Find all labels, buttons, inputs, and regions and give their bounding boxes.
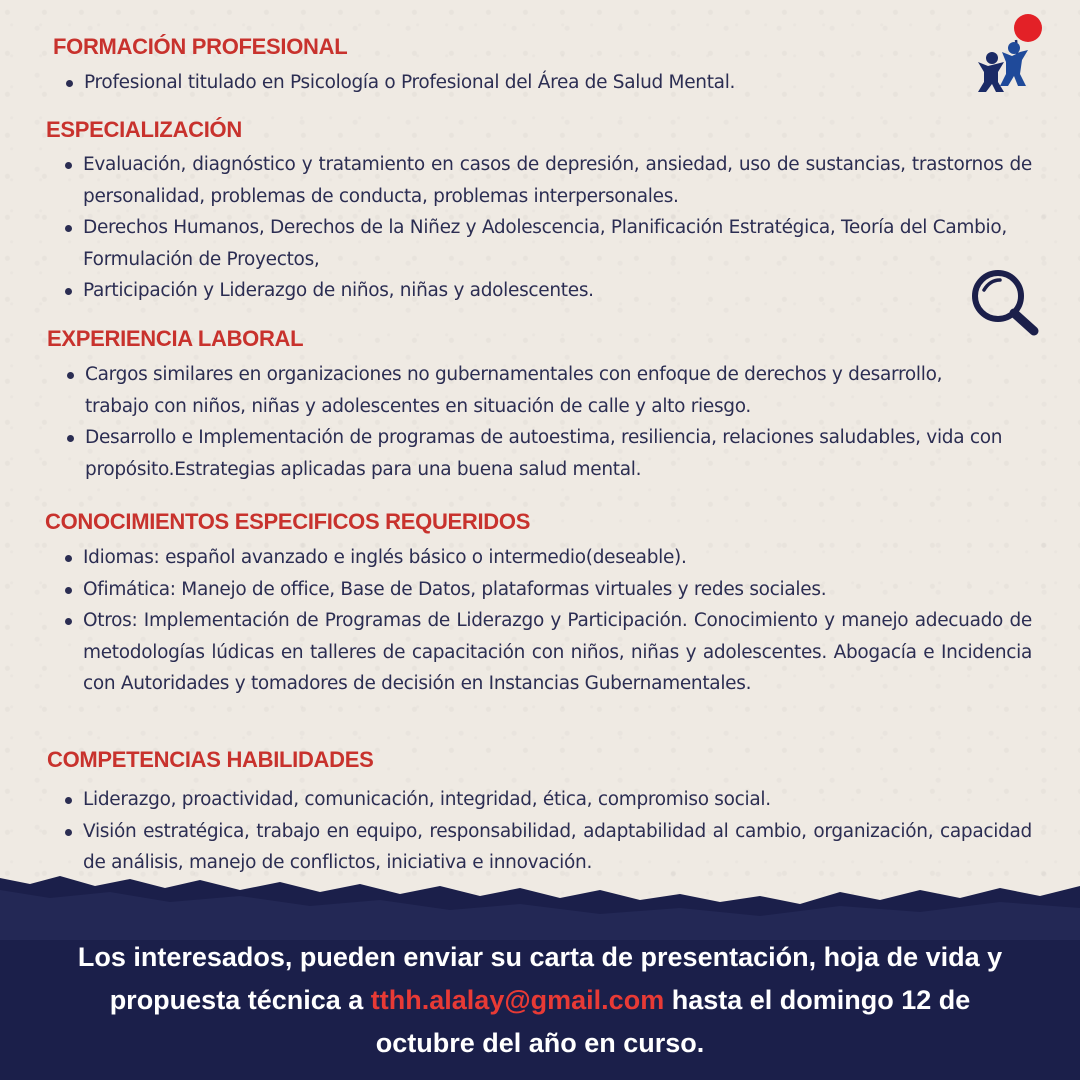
competencias-list xyxy=(61,784,1032,879)
section-title-experiencia: EXPERIENCIA LABORAL xyxy=(47,326,304,351)
list-item: Desarrollo e Implementación de programas de autoestima, resiliencia, relaciones saludables, vida con propósito.Estrategias aplicadas para una buena salud mental. xyxy=(63,422,1008,485)
especializacion-list xyxy=(61,149,1032,307)
section-title-competencias: COMPETENCIAS HABILIDADES xyxy=(47,747,374,772)
section-title-conocimientos: CONOCIMIENTOS ESPECIFICOS REQUERIDOS xyxy=(45,509,531,534)
section-title-formacion: FORMACIÓN PROFESIONAL xyxy=(53,34,348,59)
experiencia-list xyxy=(63,359,1008,485)
list-item: Otros: Implementación de Programas de Liderazgo y Participación. Conocimiento y manejo adecuado de metodologías lúdicas en talleres de capacitación con niños, niñas y adolescentes. Abogacía e Incidencia con Autoridades y tomadores de decisión en Instancias Gubernamentales. xyxy=(61,605,1032,700)
contact-email[interactable]: tthh.alalay@gmail.com xyxy=(370,985,665,1015)
footer-text-after: hasta el domingo 12 de octubre del año en curso. xyxy=(375,985,971,1058)
conocimientos-list xyxy=(61,542,1032,700)
list-item: Participación y Liderazgo de niños, niñas y adolescentes. xyxy=(61,275,1032,307)
footer-message xyxy=(60,936,1020,1065)
list-item: Cargos similares en organizaciones no gubernamentales con enfoque de derechos y desarrollo, trabajo con niños, niñas y adolescentes en situación de calle y alto riesgo. xyxy=(63,359,1008,422)
footer-banner xyxy=(0,870,1080,1080)
list-item: Derechos Humanos, Derechos de la Niñez y Adolescencia, Planificación Estratégica, Teoría del Cambio, Formulación de Proyectos, xyxy=(61,212,1032,275)
footer-text-before: Los interesados, pueden enviar su carta de presentación, hoja de vida y propuesta técnica a xyxy=(77,942,1003,1015)
list-item: Visión estratégica, trabajo en equipo, responsabilidad, adaptabilidad al cambio, organización, capacidad de análisis, manejo de conflictos, iniciativa e innovación. xyxy=(61,816,1032,879)
formacion-list xyxy=(62,67,1032,99)
list-item: Liderazgo, proactividad, comunicación, integridad, ética, compromiso social. xyxy=(61,784,1032,816)
list-item: Profesional titulado en Psicología o Profesional del Área de Salud Mental. xyxy=(62,67,1032,99)
list-item: Ofimática: Manejo de office, Base de Datos, plataformas virtuales y redes sociales. xyxy=(61,574,1032,606)
list-item: Idiomas: español avanzado e inglés básico o intermedio(deseable). xyxy=(61,542,1032,574)
list-item: Evaluación, diagnóstico y tratamiento en casos de depresión, ansiedad, uso de sustancias, trastornos de personalidad, problemas de conducta, problemas interpersonales. xyxy=(61,149,1032,212)
section-title-especializacion: ESPECIALIZACIÓN xyxy=(46,117,242,142)
